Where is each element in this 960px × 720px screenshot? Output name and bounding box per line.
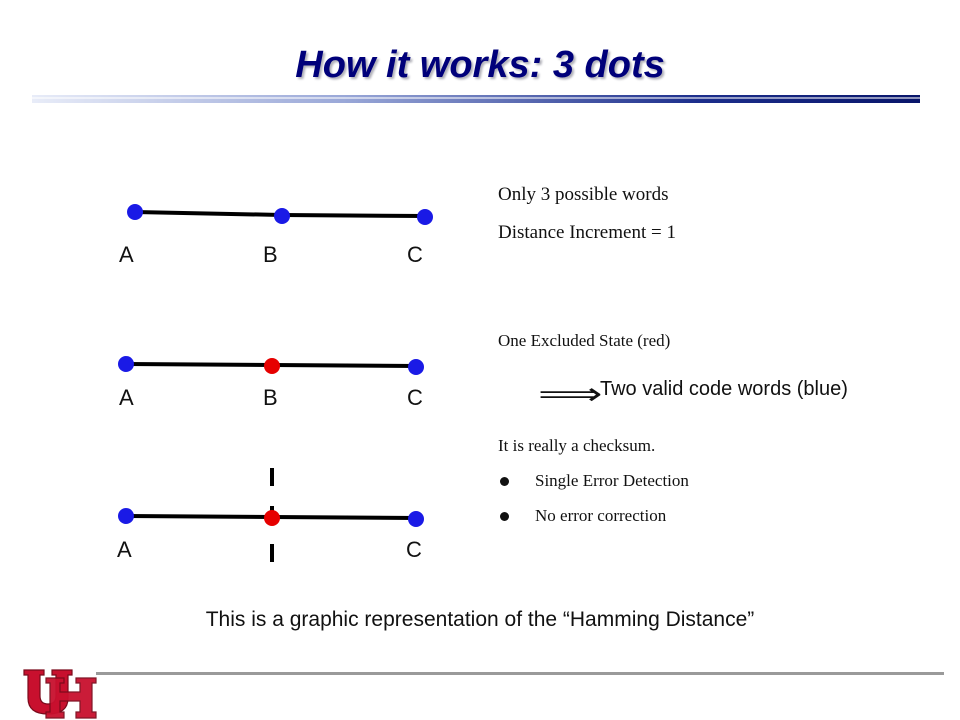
diagram1-label-c: C xyxy=(407,242,423,267)
note-valid-code-words: Two valid code words (blue) xyxy=(600,378,848,400)
diagram1-dot-a xyxy=(127,204,143,220)
diagram1-label-b: B xyxy=(263,242,278,267)
diagram3-label-a: A xyxy=(117,537,132,562)
bullet-icon xyxy=(500,512,509,521)
diagram2-dot-a xyxy=(118,356,134,372)
diagram1-line-2 xyxy=(282,215,425,216)
diagram3-dot-middle-excluded xyxy=(264,510,280,526)
bullet-icon xyxy=(500,477,509,486)
diagram3-label-c: C xyxy=(406,537,422,562)
bullet-single-error-detection: Single Error Detection xyxy=(535,471,689,490)
diagram3-dot-c xyxy=(408,511,424,527)
note-checksum: It is really a checksum. xyxy=(498,436,656,455)
diagram1-line xyxy=(135,212,282,215)
diagram2-label-b: B xyxy=(263,385,278,410)
implies-arrow-icon: ⟹ xyxy=(538,377,603,412)
note-distance-increment: Distance Increment = 1 xyxy=(498,222,676,243)
diagram2-label-c: C xyxy=(407,385,423,410)
diagram2-label-a: A xyxy=(119,385,134,410)
diagram3-dot-a xyxy=(118,508,134,524)
footer-rule xyxy=(96,672,944,675)
note-possible-words: Only 3 possible words xyxy=(498,184,669,205)
diagram1-label-a: A xyxy=(119,242,134,267)
uh-logo-icon xyxy=(22,668,98,720)
diagram2-dot-b-excluded xyxy=(264,358,280,374)
slide-title: How it works: 3 dots xyxy=(295,44,665,86)
slide-caption: This is a graphic representation of the “Hamming Distance” xyxy=(205,608,755,631)
diagram2-dot-c xyxy=(408,359,424,375)
diagram1-dot-c xyxy=(417,209,433,225)
bullet-no-error-correction: No error correction xyxy=(535,506,667,525)
note-excluded-state: One Excluded State (red) xyxy=(498,331,671,350)
diagram1-dot-b xyxy=(274,208,290,224)
